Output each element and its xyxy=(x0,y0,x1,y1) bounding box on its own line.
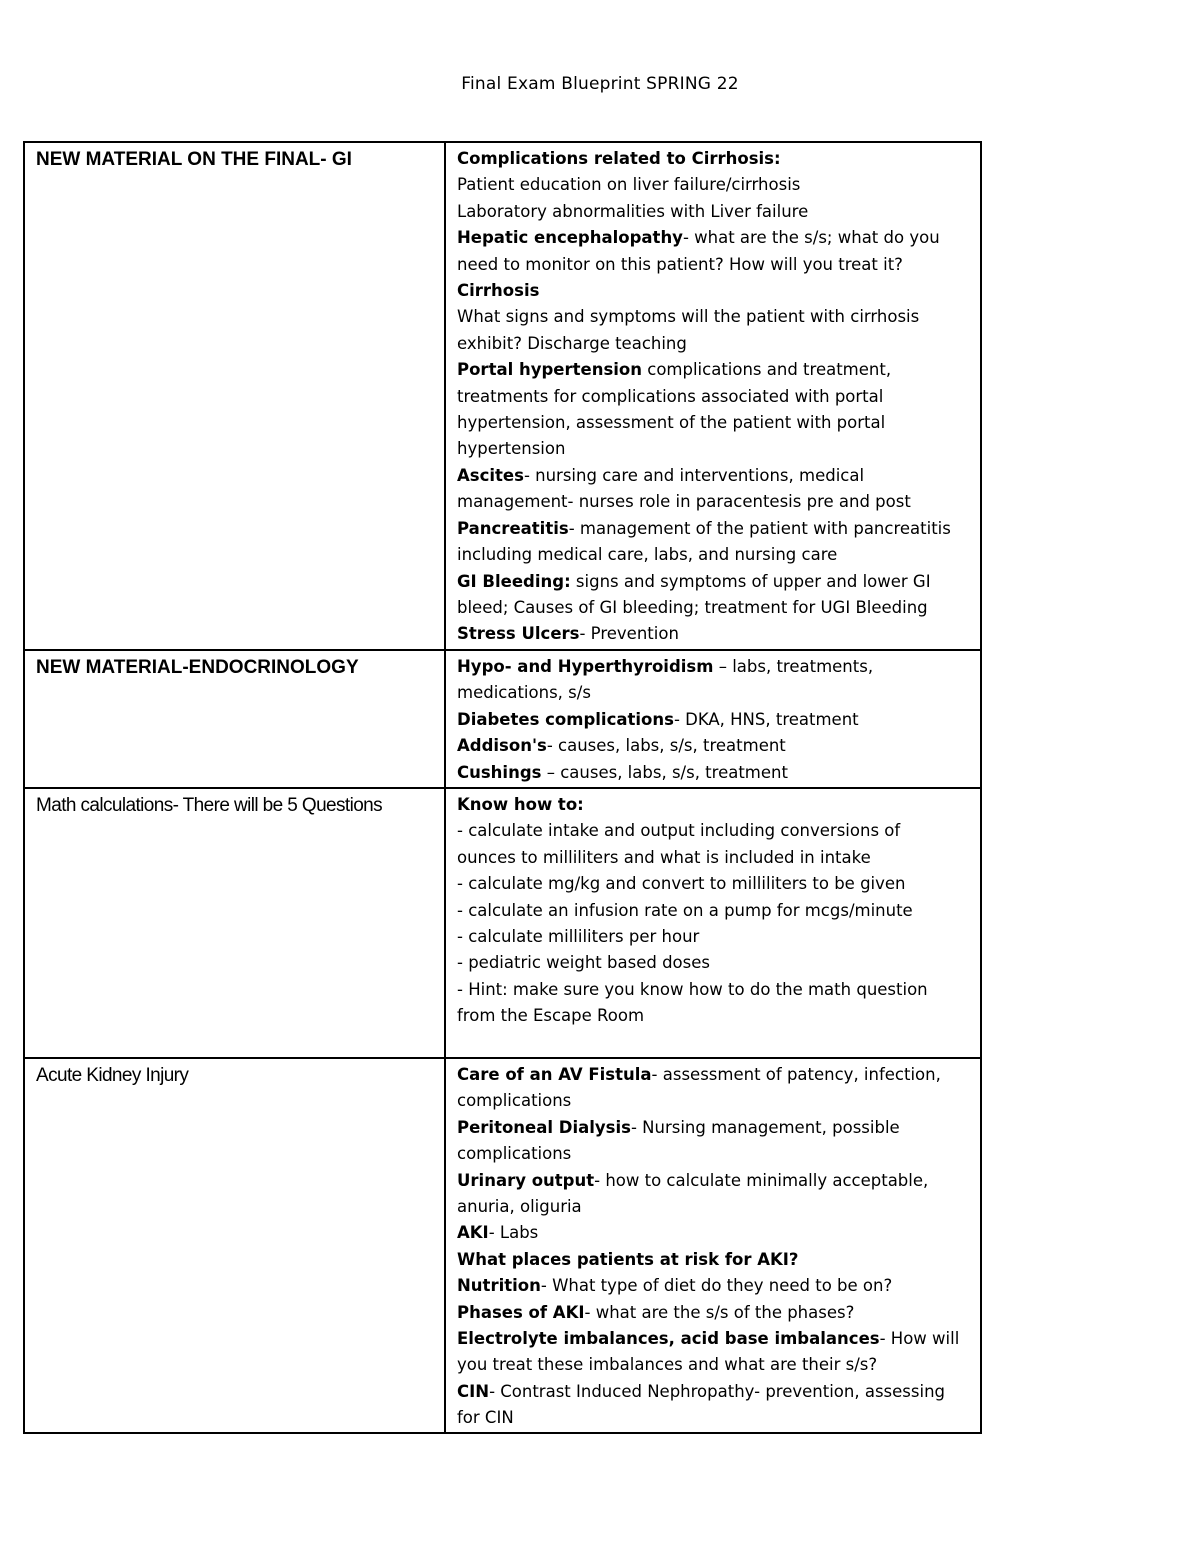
table-row xyxy=(24,788,981,1058)
detail-line-bold: Electrolyte imbalances, acid base imbalances xyxy=(457,1329,880,1349)
detail-line-bold: Addison's xyxy=(457,736,547,756)
detail-line-text: hypertension xyxy=(457,439,566,459)
detail-line xyxy=(457,845,972,871)
details-cell xyxy=(445,1058,981,1433)
detail-line-bold: Pancreatitis xyxy=(457,518,569,538)
detail-line-text: - Nursing management, possible xyxy=(630,1117,900,1137)
blueprint-table xyxy=(23,141,982,1434)
detail-line-bold: AKI xyxy=(457,1223,489,1243)
detail-line xyxy=(457,225,972,251)
detail-line-bold: Phases of AKI xyxy=(457,1302,585,1322)
detail-line xyxy=(457,384,972,410)
detail-line xyxy=(457,707,972,733)
detail-line xyxy=(457,792,972,818)
table-row xyxy=(24,1058,981,1433)
topic-cell xyxy=(24,142,445,650)
detail-line xyxy=(457,542,972,568)
page-title: Final Exam Blueprint SPRING 22 xyxy=(461,74,739,94)
detail-line-bold: GI Bleeding: xyxy=(457,571,571,591)
detail-line-bold: Nutrition xyxy=(457,1276,541,1296)
topic-cell xyxy=(24,788,445,1058)
detail-line xyxy=(457,331,972,357)
detail-line-text: - Hint: make sure you know how to do the math question xyxy=(457,979,928,999)
detail-line xyxy=(457,489,972,515)
detail-line-text: - What type of diet do they need to be on? xyxy=(540,1276,893,1296)
detail-line-text: including medical care, labs, and nursing care xyxy=(457,545,838,565)
detail-line xyxy=(457,733,972,759)
detail-line-bold: Hepatic encephalopathy xyxy=(457,228,683,248)
detail-line-text: - what are the s/s; what do you xyxy=(682,228,940,248)
detail-line xyxy=(457,760,972,786)
detail-line xyxy=(457,278,972,304)
detail-line-text: - causes, labs, s/s, treatment xyxy=(546,736,786,756)
detail-line-text: - How will xyxy=(879,1329,960,1349)
detail-line-text: complications and treatment, xyxy=(642,360,892,380)
detail-line-text: ounces to milliliters and what is included in intake xyxy=(457,847,871,867)
detail-line-text: - calculate an infusion rate on a pump for mcgs/minute xyxy=(457,900,913,920)
table-row xyxy=(24,142,981,650)
detail-line xyxy=(457,950,972,976)
detail-line xyxy=(457,595,972,621)
detail-line-bold: Portal hypertension xyxy=(457,360,643,380)
detail-line-text: hypertension, assessment of the patient with portal xyxy=(457,413,886,433)
detail-line-text: signs and symptoms of upper and lower GI xyxy=(570,571,931,591)
detail-line xyxy=(457,463,972,489)
detail-line-text: - calculate mg/kg and convert to milliliters to be given xyxy=(457,874,906,894)
topic-label: Math calculations- There will be 5 Questions xyxy=(36,795,383,816)
detail-line-text: - how to calculate minimally acceptable, xyxy=(594,1170,929,1190)
details-cell xyxy=(445,142,981,650)
detail-line-bold: Complications related to Cirrhosis: xyxy=(457,149,781,168)
detail-line xyxy=(457,1273,972,1299)
detail-line xyxy=(457,146,972,172)
detail-line-text: - Contrast Induced Nephropathy- prevention, assessing xyxy=(489,1381,946,1401)
detail-line-text: – causes, labs, s/s, treatment xyxy=(541,762,788,782)
topic-cell xyxy=(24,1058,445,1433)
detail-line-text: - what are the s/s of the phases? xyxy=(584,1302,855,1322)
detail-line xyxy=(457,1003,972,1029)
detail-line-text: - management of the patient with pancreatitis xyxy=(568,518,951,538)
detail-line xyxy=(457,871,972,897)
detail-line-text: - calculate milliliters per hour xyxy=(457,927,700,947)
detail-line-bold: Hypo- and Hyperthyroidism xyxy=(457,657,714,676)
detail-line-bold: Peritoneal Dialysis xyxy=(457,1117,631,1137)
detail-line xyxy=(457,1405,972,1431)
topic-cell xyxy=(24,650,445,788)
topic-label: NEW MATERIAL ON THE FINAL- GI xyxy=(36,149,352,170)
topic-label: NEW MATERIAL-ENDOCRINOLOGY xyxy=(36,657,359,678)
detail-line xyxy=(457,1326,972,1352)
detail-line-text: need to monitor on this patient? How will you treat it? xyxy=(457,254,903,274)
detail-line xyxy=(457,1247,972,1273)
detail-line xyxy=(457,1115,972,1141)
detail-line-text: medications, s/s xyxy=(457,683,591,703)
detail-line-text: from the Escape Room xyxy=(457,1006,645,1026)
detail-line-text: complications xyxy=(457,1144,572,1164)
detail-line xyxy=(457,357,972,383)
detail-line-text: - DKA, HNS, treatment xyxy=(673,709,859,729)
detail-line xyxy=(457,977,972,1003)
detail-line-text: anuria, oliguria xyxy=(457,1197,582,1217)
detail-line xyxy=(457,1088,972,1114)
detail-line-text: exhibit? Discharge teaching xyxy=(457,333,687,353)
detail-line-bold: What places patients at risk for AKI? xyxy=(457,1249,799,1269)
table-row xyxy=(24,650,981,788)
detail-line xyxy=(457,172,972,198)
detail-line xyxy=(457,898,972,924)
detail-line-text: - calculate intake and output including conversions of xyxy=(457,821,901,841)
detail-line-text: complications xyxy=(457,1091,572,1111)
detail-line-bold: Cushings xyxy=(457,762,542,782)
detail-line xyxy=(457,516,972,542)
detail-line-bold: Cirrhosis xyxy=(457,281,540,301)
detail-line-text: management- nurses role in paracentesis pre and post xyxy=(457,492,911,512)
detail-line-bold: Diabetes complications xyxy=(457,709,674,729)
detail-line-text: Patient education on liver failure/cirrhosis xyxy=(457,175,801,195)
detail-line xyxy=(457,1168,972,1194)
detail-line-text: What signs and symptoms will the patient with cirrhosis xyxy=(457,307,920,327)
detail-line xyxy=(457,1300,972,1326)
detail-line-text: - assessment of patency, infection, xyxy=(651,1065,941,1084)
detail-line-text: – labs, treatments, xyxy=(713,657,874,676)
detail-line xyxy=(457,924,972,950)
detail-line xyxy=(457,436,972,462)
detail-line xyxy=(457,410,972,436)
detail-line xyxy=(457,1352,972,1378)
detail-line-text: bleed; Causes of GI bleeding; treatment for UGI Bleeding xyxy=(457,597,928,617)
detail-line-bold: Care of an AV Fistula xyxy=(457,1065,652,1084)
detail-line-text: you treat these imbalances and what are their s/s? xyxy=(457,1355,878,1375)
detail-line xyxy=(457,569,972,595)
detail-line xyxy=(457,654,972,680)
detail-line-text: treatments for complications associated with portal xyxy=(457,386,884,406)
detail-line-text: for CIN xyxy=(457,1408,514,1428)
detail-line-bold: Stress Ulcers xyxy=(457,624,580,644)
detail-line-text: Laboratory abnormalities with Liver failure xyxy=(457,201,809,221)
detail-line-bold: Urinary output xyxy=(457,1170,595,1190)
detail-line xyxy=(457,1194,972,1220)
detail-line-bold: Ascites xyxy=(457,465,524,485)
detail-line xyxy=(457,680,972,706)
topic-label: Acute Kidney Injury xyxy=(36,1065,189,1086)
detail-line xyxy=(457,818,972,844)
detail-line-text: - Prevention xyxy=(579,624,679,644)
detail-line xyxy=(457,621,972,647)
detail-line xyxy=(457,1141,972,1167)
detail-line xyxy=(457,304,972,330)
detail-line-text: - pediatric weight based doses xyxy=(457,953,710,973)
detail-line-bold: Know how to: xyxy=(457,795,584,814)
details-cell xyxy=(445,650,981,788)
detail-line-text: - Labs xyxy=(488,1223,539,1243)
detail-line xyxy=(457,1062,972,1088)
details-cell xyxy=(445,788,981,1058)
detail-line-bold: CIN xyxy=(457,1381,490,1401)
detail-line xyxy=(457,1220,972,1246)
detail-line xyxy=(457,199,972,225)
detail-line xyxy=(457,252,972,278)
detail-line-text: - nursing care and interventions, medical xyxy=(523,465,865,485)
detail-line xyxy=(457,1379,972,1405)
